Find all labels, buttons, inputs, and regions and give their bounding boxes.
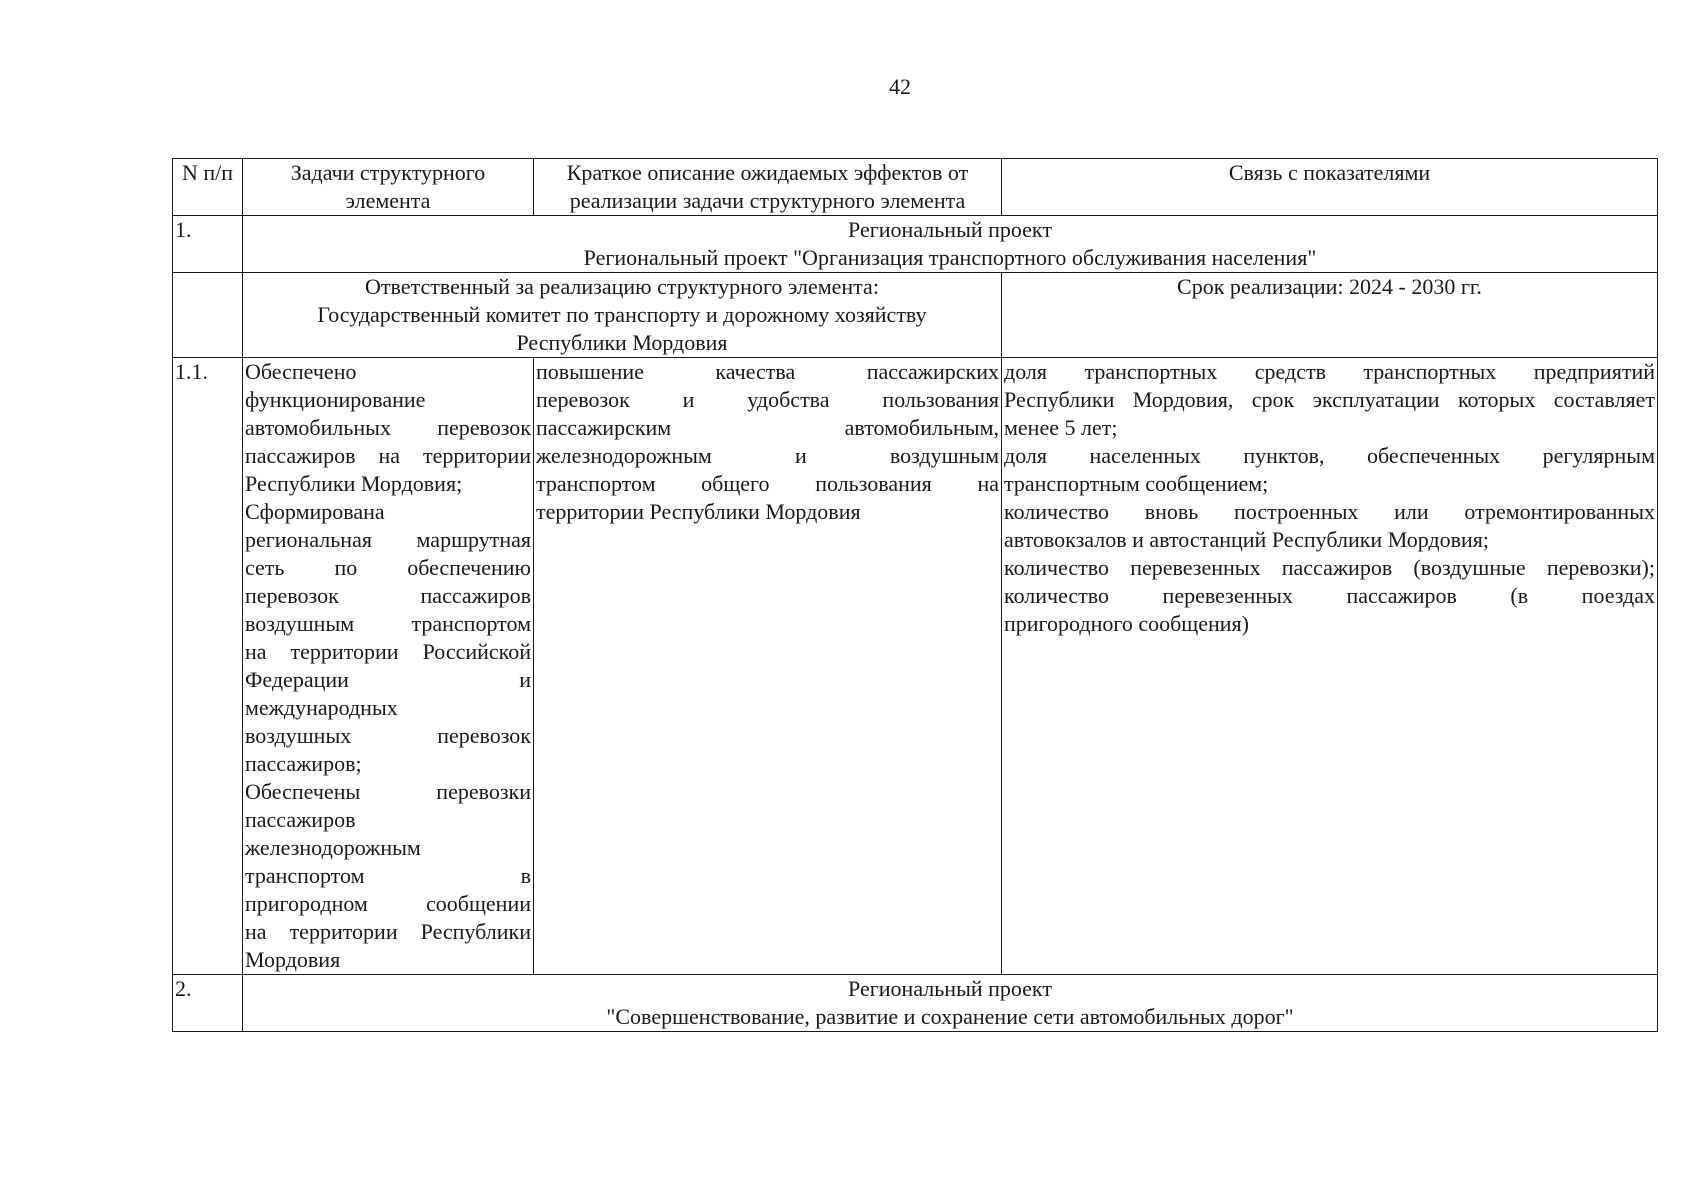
text-line: региональная маршрутная <box>245 527 531 552</box>
table-header-row <box>173 159 1658 216</box>
task-1-1-links-text <box>1004 358 1655 638</box>
term-label: Срок реализации: 2024 - 2030 гг. <box>1177 274 1482 299</box>
header-effects-line: реализации задачи структурного элемента <box>569 188 966 213</box>
text-line: Федерации и <box>245 667 531 692</box>
task-1-1-links <box>1002 358 1658 975</box>
project-2-title <box>243 975 1658 1032</box>
project-1-meta-row <box>173 273 1658 358</box>
text-line: перевозок пассажиров <box>245 583 531 608</box>
text-line: воздушных перевозок <box>245 723 531 748</box>
text-line: Сформирована <box>245 499 385 524</box>
project-2-row <box>173 975 1658 1032</box>
text-line: количество вновь построенных или отремонтированных <box>1004 499 1655 524</box>
text-line: Республики Мордовия, срок эксплуатации которых составляет <box>1004 387 1655 412</box>
structural-elements-table <box>172 158 1658 1032</box>
text-line: количество перевезенных пассажиров (воздушные перевозки); <box>1004 555 1655 580</box>
text-line: автомобильных перевозок <box>245 415 531 440</box>
task-1-1-effects-text <box>536 358 999 526</box>
project-1-title-line: Региональный проект "Организация транспортного обслуживания населения" <box>583 245 1317 270</box>
text-line: транспортом общего пользования на <box>536 471 999 496</box>
responsible-line: Государственный комитет по транспорту и дорожному хозяйству <box>317 302 927 327</box>
responsible-line: Ответственный за реализацию структурного элемента: <box>365 274 879 299</box>
project-2-title-line: Региональный проект <box>848 976 1052 1001</box>
text-line: железнодорожным <box>245 835 421 860</box>
task-1-1-number <box>173 358 243 975</box>
header-tasks <box>243 159 534 216</box>
project-1-row <box>173 216 1658 273</box>
project-2-title-line: "Совершенствование, развитие и сохранение сети автомобильных дорог" <box>606 1004 1294 1029</box>
project-1-term <box>1002 273 1658 358</box>
header-effects <box>534 159 1002 216</box>
text-line: менее 5 лет; <box>1004 415 1118 440</box>
text-line: железнодорожным и воздушным <box>536 443 999 468</box>
header-effects-line: Краткое описание ожидаемых эффектов от <box>566 160 969 185</box>
text-line: Обеспечено <box>245 359 357 384</box>
project-1-number-label: 1. <box>175 217 192 242</box>
responsible-line: Республики Мордовия <box>516 330 728 355</box>
text-line: на территории Республики <box>245 919 531 944</box>
header-tasks-line: элемента <box>345 188 431 213</box>
project-1-number <box>173 216 243 273</box>
text-line: Республики Мордовия; <box>245 471 463 496</box>
project-1-title-line: Региональный проект <box>848 217 1052 242</box>
text-line: на территории Российской <box>245 639 531 664</box>
task-1-1-number-label: 1.1. <box>175 359 208 384</box>
project-1-meta-empty <box>173 273 243 358</box>
text-line: Обеспечены перевозки <box>245 779 531 804</box>
header-links-label: Связь с показателями <box>1228 160 1431 185</box>
text-line: транспортом в <box>245 863 531 888</box>
project-1-responsible <box>243 273 1002 358</box>
text-line: Мордовия <box>245 947 341 972</box>
text-line: сеть по обеспечению <box>245 555 531 580</box>
text-line: международных <box>245 695 398 720</box>
text-line: функционирование <box>245 387 426 412</box>
text-line: пассажирским автомобильным, <box>536 415 999 440</box>
task-1-1-row <box>173 358 1658 975</box>
header-number-label: N п/п <box>181 160 234 185</box>
project-2-number-label: 2. <box>175 976 192 1001</box>
header-links <box>1002 159 1658 216</box>
page-number: 42 <box>889 74 911 99</box>
task-1-1-tasks-text <box>245 358 531 974</box>
text-line: повышение качества пассажирских <box>536 359 999 384</box>
header-number <box>173 159 243 216</box>
task-1-1-tasks <box>243 358 534 975</box>
text-line: пригородного сообщения) <box>1004 611 1249 636</box>
header-tasks-line: Задачи структурного <box>290 160 486 185</box>
text-line: транспортным сообщением; <box>1004 471 1269 496</box>
text-line: пассажиров <box>245 807 356 832</box>
text-line: доля населенных пунктов, обеспеченных регулярным <box>1004 443 1655 468</box>
text-line: территории Республики Мордовия <box>536 499 861 524</box>
text-line: пассажиров; <box>245 751 362 776</box>
text-line: автовокзалов и автостанций Республики Мордовия; <box>1004 527 1490 552</box>
project-2-number <box>173 975 243 1032</box>
task-1-1-effects <box>534 358 1002 975</box>
text-line: доля транспортных средств транспортных предприятий <box>1004 359 1655 384</box>
text-line: воздушным транспортом <box>245 611 531 636</box>
text-line: количество перевезенных пассажиров (в поездах <box>1004 583 1655 608</box>
text-line: пассажиров на территории <box>245 443 531 468</box>
text-line: перевозок и удобства пользования <box>536 387 999 412</box>
text-line: пригородном сообщении <box>245 891 531 916</box>
project-1-title <box>243 216 1658 273</box>
